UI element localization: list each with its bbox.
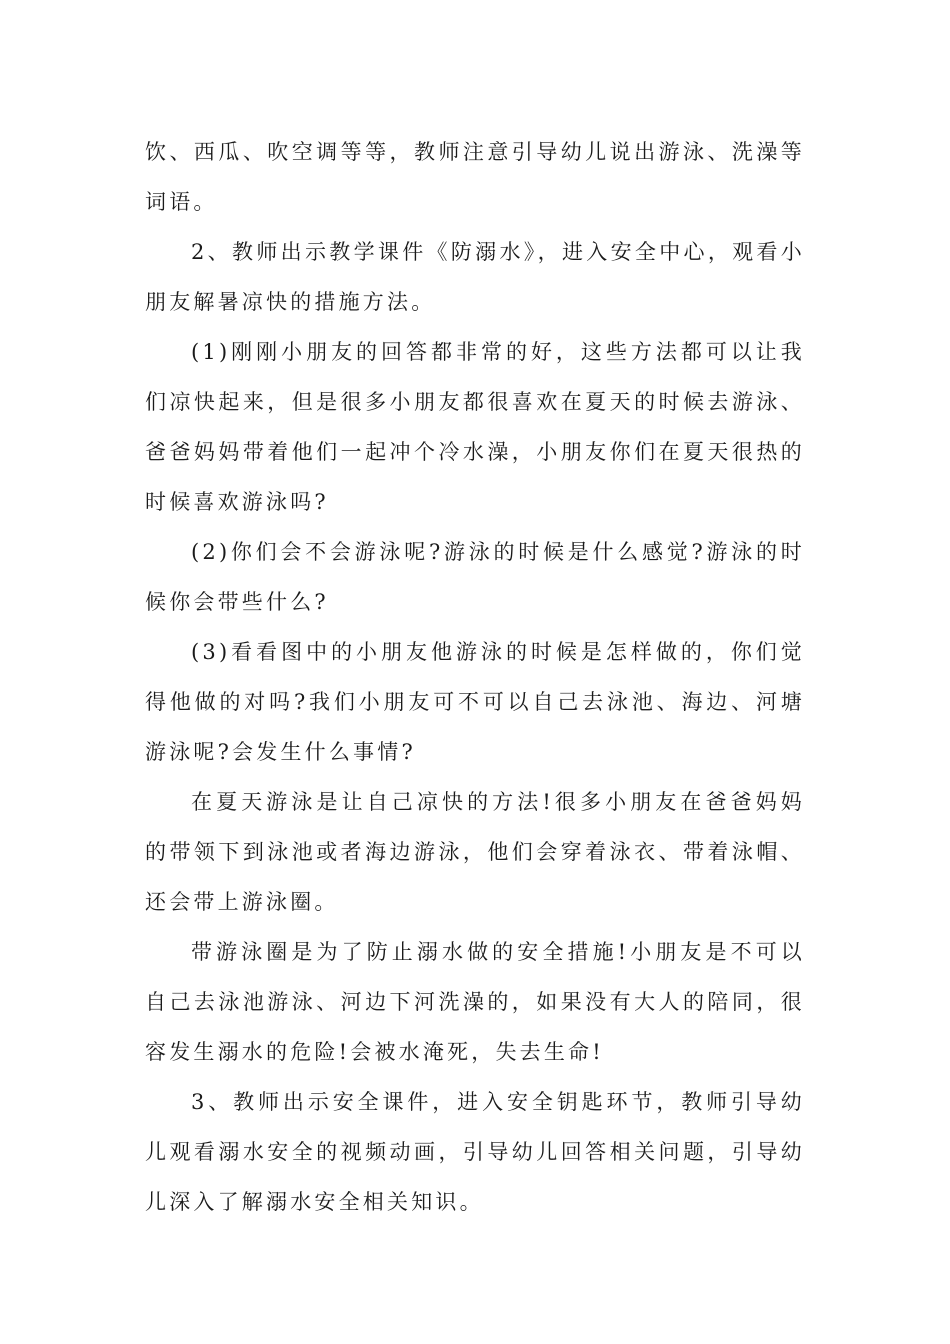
- paragraph-question-3: (3)看看图中的小朋友他游泳的时候是怎样做的，你们觉得他做的对吗?我们小朋友可不可以自己去泳池、海边、河塘游泳呢?会发生什么事情?: [145, 640, 805, 764]
- document-body: [145, 127, 805, 1227]
- paragraph-continuation: 饮、西瓜、吹空调等等，教师注意引导幼儿说出游泳、洗澡等词语。: [145, 140, 805, 214]
- paragraph-step-2: 2、教师出示教学课件《防溺水》，进入安全中心，观看小朋友解暑凉快的措施方法。: [145, 240, 805, 314]
- paragraph-question-2: (2)你们会不会游泳呢?游泳的时候是什么感觉?游泳的时候你会带些什么?: [145, 540, 805, 614]
- paragraph-safety-ring: 带游泳圈是为了防止溺水做的安全措施!小朋友是不可以自己去泳池游泳、河边下河洗澡的，如果没有大人的陪同，很容发生溺水的危险!会被水淹死，失去生命!: [145, 940, 805, 1064]
- paragraph-step-3: 3、教师出示安全课件，进入安全钥匙环节，教师引导幼儿观看溺水安全的视频动画，引导幼儿回答相关问题，引导幼儿深入了解溺水安全相关知识。: [145, 1090, 805, 1214]
- paragraph-summer-swimming: 在夏天游泳是让自己凉快的方法!很多小朋友在爸爸妈妈的带领下到泳池或者海边游泳，他们会穿着泳衣、带着泳帽、还会带上游泳圈。: [145, 790, 805, 914]
- paragraph-question-1: (1)刚刚小朋友的回答都非常的好，这些方法都可以让我们凉快起来，但是很多小朋友都很喜欢在夏天的时候去游泳、爸爸妈妈带着他们一起冲个冷水澡，小朋友你们在夏天很热的时候喜欢游泳吗?: [145, 340, 805, 514]
